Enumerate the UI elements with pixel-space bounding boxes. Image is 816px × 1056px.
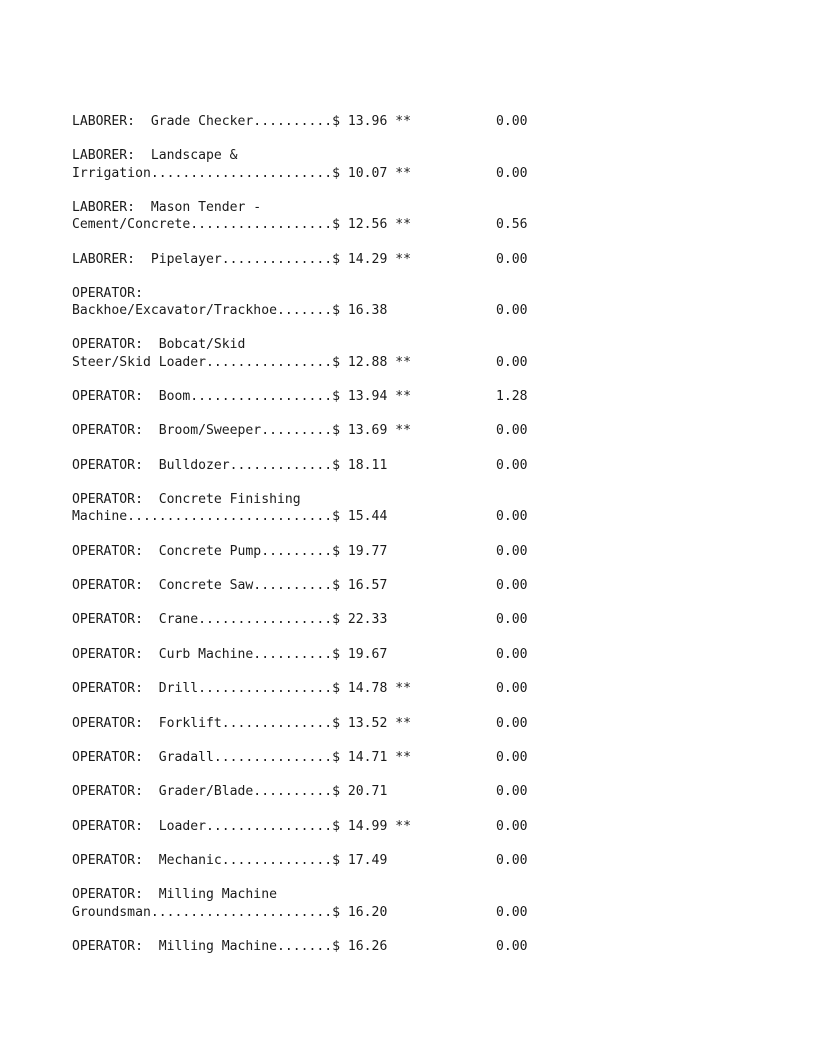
wage-entry xyxy=(72,457,632,474)
classification-and-rate: Irrigation.......................$ 10.07 ** xyxy=(72,165,411,181)
wage-entry xyxy=(72,852,632,869)
entry-line xyxy=(72,422,632,439)
classification-text: LABORER: Landscape & xyxy=(72,148,238,164)
fringe-value: 0.00 xyxy=(496,251,528,267)
fringe-value: 0.00 xyxy=(496,681,528,697)
wage-entry xyxy=(72,147,632,181)
entry-line xyxy=(72,749,632,766)
fringe-value: 0.00 xyxy=(496,303,528,319)
entry-line xyxy=(72,251,632,268)
fringe-value: 0.00 xyxy=(496,715,528,731)
entry-line xyxy=(72,491,632,508)
classification-and-rate: Steer/Skid Loader................$ 12.88 ** xyxy=(72,354,411,370)
fringe-value: 1.28 xyxy=(496,389,528,404)
classification-and-rate: OPERATOR: Boom..................$ 13.94 ** xyxy=(72,389,411,404)
entry-line xyxy=(72,680,632,697)
entry-line xyxy=(72,818,632,835)
wage-entry xyxy=(72,783,632,800)
classification-and-rate: OPERATOR: Mechanic..............$ 17.49 xyxy=(72,853,388,869)
classification-and-rate: OPERATOR: Bulldozer.............$ 18.11 xyxy=(72,457,388,473)
entry-line xyxy=(72,611,632,628)
wage-entry xyxy=(72,199,632,233)
classification-text: OPERATOR: Bobcat/Skid xyxy=(72,337,246,353)
classification-and-rate: OPERATOR: Drill.................$ 14.78 ** xyxy=(72,681,411,697)
entry-line xyxy=(72,354,632,371)
entry-line xyxy=(72,646,632,663)
classification-and-rate: OPERATOR: Gradall...............$ 14.71 ** xyxy=(72,749,411,765)
fringe-value: 0.00 xyxy=(496,612,528,628)
fringe-value: 0.56 xyxy=(496,217,528,233)
entry-line xyxy=(72,904,632,921)
classification-and-rate: Groundsman.......................$ 16.20 xyxy=(72,904,388,920)
classification-and-rate: OPERATOR: Forklift..............$ 13.52 ** xyxy=(72,715,411,731)
entry-line xyxy=(72,285,632,302)
wage-entry xyxy=(72,577,632,594)
fringe-value: 0.00 xyxy=(496,423,528,439)
classification-and-rate: Backhoe/Excavator/Trackhoe.......$ 16.38 xyxy=(72,303,388,319)
fringe-value: 0.00 xyxy=(496,114,528,129)
wage-entry xyxy=(72,388,632,405)
classification-and-rate: LABORER: Grade Checker..........$ 13.96 ** xyxy=(72,114,411,129)
classification-and-rate: Machine..........................$ 15.44 xyxy=(72,509,388,525)
entry-line xyxy=(72,165,632,182)
classification-and-rate: LABORER: Pipelayer..............$ 14.29 ** xyxy=(72,251,411,267)
wage-entry xyxy=(72,422,632,439)
fringe-value: 0.00 xyxy=(496,939,528,954)
entry-line xyxy=(72,199,632,216)
classification-and-rate: Cement/Concrete..................$ 12.56 ** xyxy=(72,217,411,233)
entry-line xyxy=(72,457,632,474)
wage-entry xyxy=(72,285,632,319)
fringe-value: 0.00 xyxy=(496,457,528,473)
fringe-value: 0.00 xyxy=(496,749,528,765)
classification-text: OPERATOR: Milling Machine xyxy=(72,887,277,903)
entry-line xyxy=(72,783,632,800)
entry-line xyxy=(72,715,632,732)
entry-line xyxy=(72,852,632,869)
classification-and-rate: OPERATOR: Loader................$ 14.99 ** xyxy=(72,818,411,834)
wage-entry xyxy=(72,113,632,130)
entry-line xyxy=(72,336,632,353)
entry-line xyxy=(72,577,632,594)
classification-text: OPERATOR: Concrete Finishing xyxy=(72,492,301,508)
fringe-value: 0.00 xyxy=(496,543,528,559)
wage-entry xyxy=(72,611,632,628)
classification-and-rate: OPERATOR: Concrete Saw..........$ 16.57 xyxy=(72,578,388,594)
wage-entry xyxy=(72,715,632,732)
wage-entry xyxy=(72,680,632,697)
classification-and-rate: OPERATOR: Concrete Pump.........$ 19.77 xyxy=(72,543,388,559)
entry-line xyxy=(72,216,632,233)
classification-text: OPERATOR: xyxy=(72,285,143,301)
fringe-value: 0.00 xyxy=(496,784,528,800)
fringe-value: 0.00 xyxy=(496,904,528,920)
wage-rate-list xyxy=(72,113,632,972)
wage-entry xyxy=(72,749,632,766)
wage-entry xyxy=(72,886,632,920)
wage-entry xyxy=(72,646,632,663)
entry-line xyxy=(72,886,632,903)
wage-entry xyxy=(72,251,632,268)
entry-line xyxy=(72,147,632,164)
fringe-value: 0.00 xyxy=(496,509,528,525)
fringe-value: 0.00 xyxy=(496,578,528,594)
entry-line xyxy=(72,302,632,319)
entry-line xyxy=(72,508,632,525)
entry-line xyxy=(72,543,632,560)
fringe-value: 0.00 xyxy=(496,646,528,662)
classification-and-rate: OPERATOR: Grader/Blade..........$ 20.71 xyxy=(72,784,388,800)
classification-and-rate: OPERATOR: Crane.................$ 22.33 xyxy=(72,612,388,628)
wage-entry xyxy=(72,336,632,370)
wage-entry xyxy=(72,938,632,955)
fringe-value: 0.00 xyxy=(496,354,528,370)
entry-line xyxy=(72,388,632,405)
fringe-value: 0.00 xyxy=(496,853,528,869)
classification-and-rate: OPERATOR: Milling Machine.......$ 16.26 xyxy=(72,939,388,954)
wage-entry xyxy=(72,818,632,835)
fringe-value: 0.00 xyxy=(496,818,528,834)
fringe-value: 0.00 xyxy=(496,165,528,181)
classification-and-rate: OPERATOR: Broom/Sweeper.........$ 13.69 ** xyxy=(72,423,411,439)
classification-and-rate: OPERATOR: Curb Machine..........$ 19.67 xyxy=(72,646,388,662)
entry-line xyxy=(72,938,632,955)
wage-entry xyxy=(72,491,632,525)
entry-line xyxy=(72,113,632,130)
classification-text: LABORER: Mason Tender - xyxy=(72,199,262,215)
wage-entry xyxy=(72,543,632,560)
